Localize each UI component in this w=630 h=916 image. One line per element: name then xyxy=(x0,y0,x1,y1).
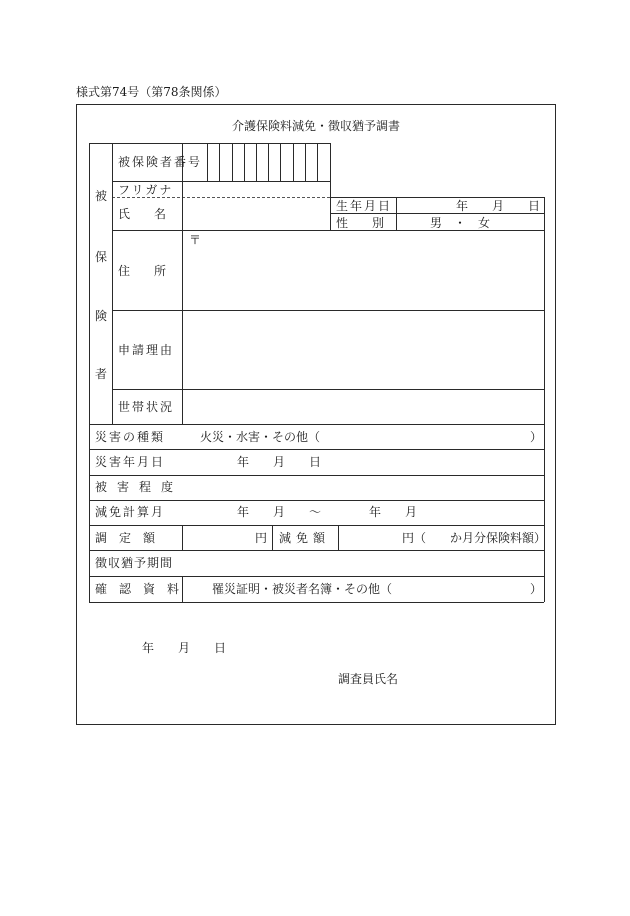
gender-value: 男 ・ 女 xyxy=(430,216,491,230)
name-label: 氏 名 xyxy=(118,207,167,221)
birthdate-value: 年 月 日 xyxy=(456,199,541,213)
verification-close: ） xyxy=(530,582,543,596)
verification-label: 確 認 資 料 xyxy=(95,582,180,596)
deferral-label: 徴収猶予期間 xyxy=(95,556,174,570)
calc-month-value: 年 月 ～ 年 月 xyxy=(237,505,418,519)
side-label-char: 保 xyxy=(95,250,108,264)
form-title: 介護保険料減免・徴収猶予調書 xyxy=(232,119,401,133)
assessed-yen: 円 xyxy=(255,531,268,545)
disaster-date-label: 災害年月日 xyxy=(95,455,166,469)
side-label-char: 険 xyxy=(95,309,108,323)
disaster-type-label: 災害の種類 xyxy=(95,430,166,444)
furigana-label: フリガナ xyxy=(118,183,174,197)
side-label-char: 被 xyxy=(95,189,108,203)
gender-label: 性 別 xyxy=(336,216,385,230)
damage-label: 被害程度 xyxy=(95,480,184,494)
assessed-label: 調 定 額 xyxy=(95,531,156,545)
form-number: 様式第74号（第78条関係） xyxy=(76,85,227,99)
calc-month-label: 減免計算月 xyxy=(95,505,166,519)
disaster-type-close: ） xyxy=(530,430,543,444)
investigator-name-label: 調査員氏名 xyxy=(338,672,399,686)
postal-mark: 〒 xyxy=(189,233,202,247)
reduction-label: 減免額 xyxy=(279,531,331,545)
household-label: 世帯状況 xyxy=(118,400,175,414)
footer-date: 年 月 日 xyxy=(142,641,227,655)
birthdate-label: 生年月日 xyxy=(336,199,393,213)
address-label: 住 所 xyxy=(118,264,167,278)
disaster-date-value: 年 月 日 xyxy=(237,455,322,469)
verification-value: 罹災証明・被災者名簿・その他（ xyxy=(212,582,393,596)
reason-label: 申請理由 xyxy=(118,343,175,357)
reduction-value: 円（ か月分保険料額） xyxy=(402,531,547,545)
insured-number-label: 被保険者番号 xyxy=(118,155,203,169)
disaster-type-value: 火災・水害・その他（ xyxy=(200,430,321,444)
side-label-char: 者 xyxy=(95,367,108,381)
